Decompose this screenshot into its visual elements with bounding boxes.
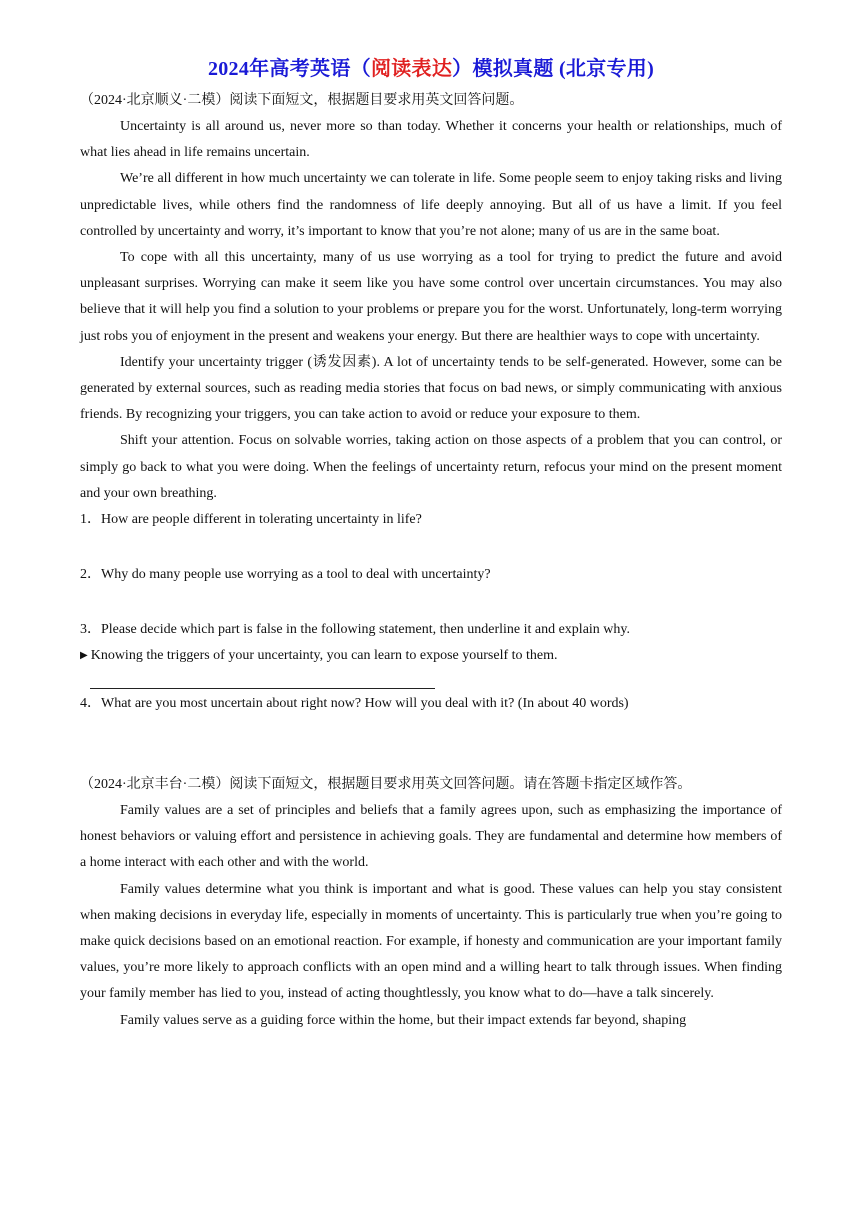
section1-source: （2024·北京顺义·二模）阅读下面短文，根据题目要求用英文回答问题。 (80, 93, 524, 108)
question-2: 2．Why do many people use worrying as a tool to deal with uncertainty? (80, 567, 491, 583)
question-4: 4．What are you most uncertain about right now? How will you deal with it? (In about 40 words) (80, 696, 629, 712)
section1-paragraph-4: Identify your uncertainty trigger (诱发因素). A lot of uncertainty tends to be self-generated. However, some can be generated by external sources, such as reading media stories that focus on bad news, or simply communicating with anxious friends. By recognizing your triggers, you can take action to avoid or reduce your exposure to them. (80, 354, 782, 423)
section2-paragraph-2: Family values determine what you think is important and what is good. These values can help you stay consistent when making decisions in everyday life, especially in moments of uncertainty. This is particularly true when you’re going to make quick decisions based on an emotional reaction. For example, if honesty and communication are your important family values, you’re more likely to approach conflicts with an open mind and a willing heart to talk through issues. When finding your family member has lied to you, instead of acting thoughtlessly, you know what to do—have a talk sincerely. (80, 881, 782, 1002)
section1-paragraph-2: We’re all different in how much uncertainty we can tolerate in life. Some people seem to enjoy taking risks and living unpredictable lives, while others find the randomness of life deeply annoying. But all of us have a limit. If you feel controlled by uncertainty and worry, it’s important to know that you’re not alone; many of us are in the same boat. (80, 171, 782, 239)
answer-space-2 (80, 588, 782, 617)
section2-paragraph-1: Family values are a set of principles and beliefs that a family agrees upon, such as emphasizing the importance of honest behaviors or valuing effort and persistence in achieving goals. They are fundamental and determine how members of a home interact with each other and with the world. (80, 803, 782, 871)
page-title (80, 56, 782, 82)
answer-space-4 (80, 717, 782, 772)
triangle-bullet-icon: ▶ (80, 650, 88, 662)
question-3: 3．Please decide which part is false in the following statement, then underline it and explain why. (80, 622, 630, 638)
question-3-statement-text: Knowing the triggers of your uncertainty, you can learn to expose yourself to them. (90, 648, 558, 664)
title-part1: 2024年高考英语（ (207, 58, 371, 80)
section2-paragraph-3: Family values serve as a guiding force within the home, but their impact extends far beyond, shaping (120, 1012, 687, 1028)
title-highlight: 阅读表达 (370, 58, 453, 80)
title-part2: ）模拟真题 (北京专用) (452, 58, 655, 80)
section1-paragraph-5: Shift your attention. Focus on solvable worries, taking action on those aspects of a problem that you can control, or simply go back to what you were doing. When the feelings of uncertainty return, refocus your mind on the present moment and your own breathing. (80, 433, 782, 501)
question-1: 1．How are people different in tolerating uncertainty in life? (80, 512, 422, 528)
section1-paragraph-3: To cope with all this uncertainty, many of us use worrying as a tool for trying to predict the future and avoid unpleasant surprises. Worrying can make it seem like you have some control over uncertain circumstances. You may also believe that it will help you find a solution to your problems or prepare you for the worst. Unfortunately, long-term worrying just robs you of enjoyment in the present and weakens your energy. But there are healthier ways to cope with uncertainty. (80, 250, 782, 344)
answer-line (90, 687, 435, 689)
section2-source: （2024·北京丰台·二模）阅读下面短文，根据题目要求用英文回答问题。请在答题卡指定区域作答。 (80, 777, 692, 793)
document-page (80, 56, 782, 1034)
question-3-statement (80, 643, 782, 669)
section1-paragraph-1: Uncertainty is all around us, never more so than today. Whether it concerns your health or relationships, much of what lies ahead in life remains uncertain. (80, 119, 782, 161)
answer-space-1 (80, 533, 782, 562)
